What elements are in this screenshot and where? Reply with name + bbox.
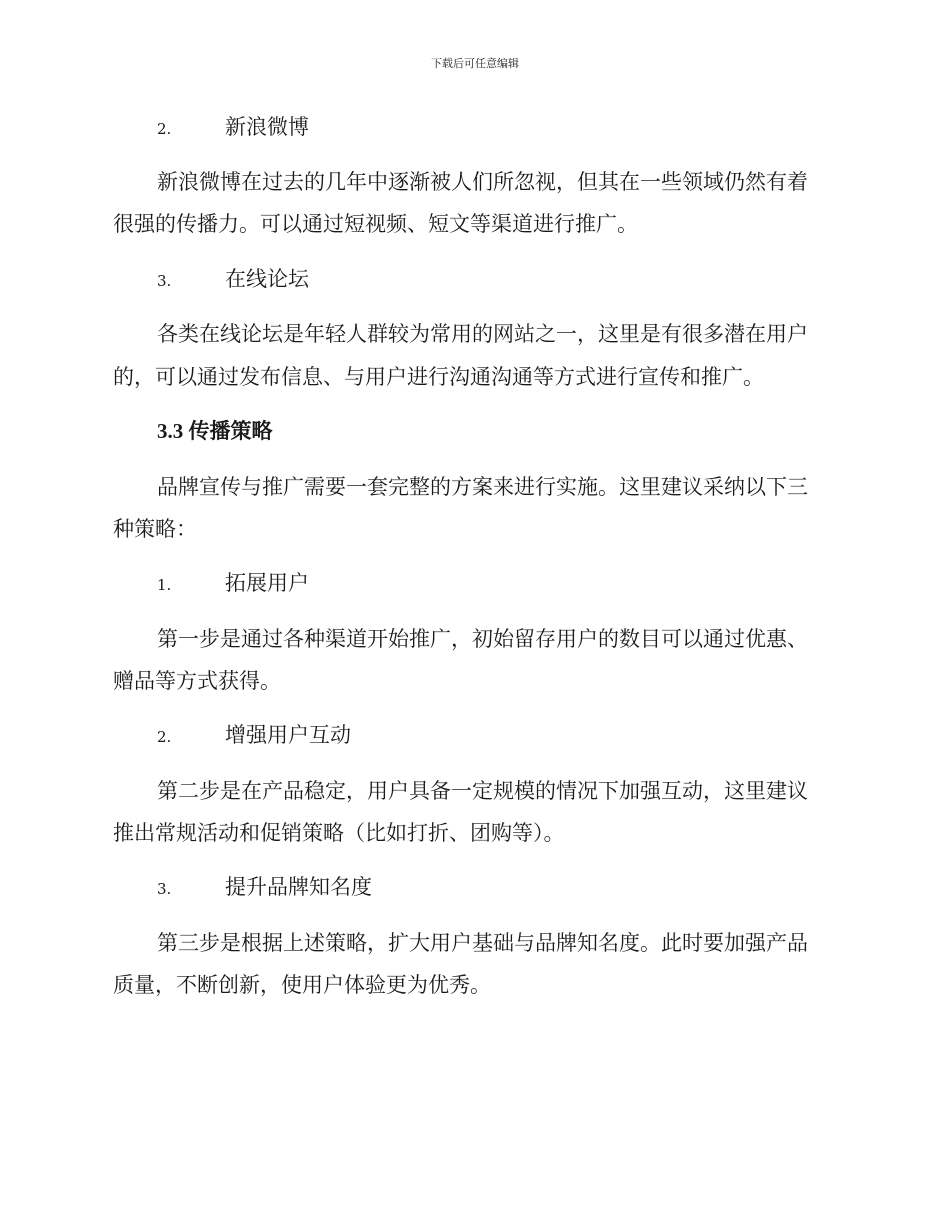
list-number: 3.	[157, 272, 172, 290]
list-item-weibo	[157, 114, 877, 142]
list-item-forum	[157, 266, 877, 294]
list-number: 2.	[157, 728, 172, 746]
list-label: 拓展用户	[225, 571, 309, 595]
paragraph-line: 赠品等方式获得。	[113, 669, 281, 693]
list-number: 1.	[157, 576, 172, 594]
list-label: 增强用户互动	[225, 723, 351, 747]
paragraph-line: 新浪微博在过去的几年中逐渐被人们所忽视，但其在一些领域仍然有着	[157, 170, 808, 194]
section-heading: 3.3 传播策略	[157, 419, 273, 443]
paragraph-line: 第二步是在产品稳定，用户具备一定规模的情况下加强互动，这里建议	[157, 779, 808, 803]
list-label: 提升品牌知名度	[225, 875, 372, 899]
list-item-expand	[157, 570, 877, 598]
paragraph-line: 各类在线论坛是年轻人群较为常用的网站之一，这里是有很多潜在用户	[157, 322, 808, 346]
page-header: 下载后可任意编辑	[431, 57, 519, 70]
paragraph-line: 种策略：	[113, 517, 197, 541]
paragraph-line: 第一步是通过各种渠道开始推广，初始留存用户的数目可以通过优惠、	[157, 627, 808, 651]
paragraph-line: 很强的传播力。可以通过短视频、短文等渠道进行推广。	[113, 212, 638, 236]
paragraph-line: 推出常规活动和促销策略（比如打折、团购等）。	[113, 821, 565, 845]
list-label: 在线论坛	[225, 267, 309, 291]
list-label: 新浪微博	[225, 115, 309, 139]
list-item-brand	[157, 874, 877, 902]
paragraph-line: 质量，不断创新，使用户体验更为优秀。	[113, 973, 491, 997]
list-item-interact	[157, 722, 877, 750]
paragraph-line: 第三步是根据上述策略，扩大用户基础与品牌知名度。此时要加强产品	[157, 931, 808, 955]
list-number: 3.	[157, 880, 172, 898]
paragraph-line: 的，可以通过发布信息、与用户进行沟通沟通等方式进行宣传和推广。	[113, 365, 764, 389]
paragraph-line: 品牌宣传与推广需要一套完整的方案来进行实施。这里建议采纳以下三	[157, 475, 808, 499]
list-number: 2.	[157, 120, 172, 138]
